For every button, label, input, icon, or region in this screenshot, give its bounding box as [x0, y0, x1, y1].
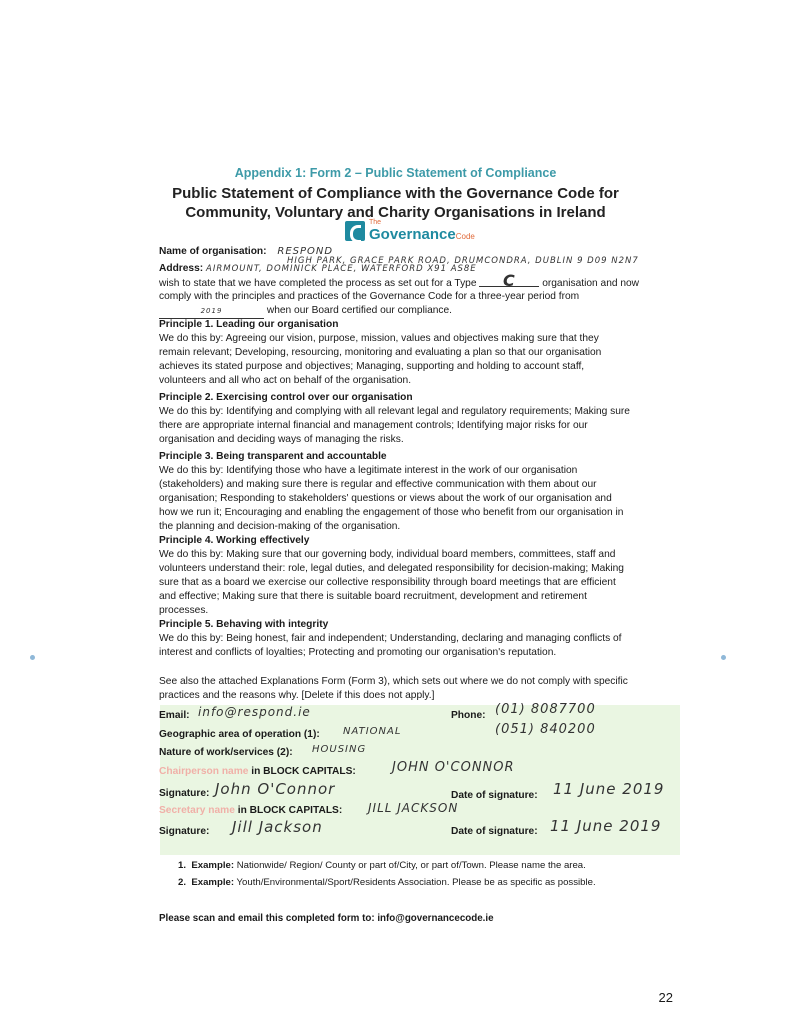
principle-text-line: volunteers understand their: role, legal duties, and delegated responsibility for decision-making; Making	[159, 563, 624, 574]
principle-text-line: We do this by: Identifying those who have a legitimate interest in the work of our organisation	[159, 465, 578, 476]
footnote-2	[178, 877, 596, 888]
geo-value[interactable]: NATIONAL	[343, 726, 402, 737]
principle-text-line: We do this by: Identifying and complying with all relevant legal and regulatory requirements; Making sure	[159, 406, 630, 417]
footnote-1-text: Nationwide/ Region/ County or part of/City, or part of/Town. Please name the area.	[236, 860, 586, 871]
logo-governance: Governance	[369, 226, 456, 243]
org-name-value[interactable]: RESPOND	[277, 246, 334, 257]
type-statement	[159, 271, 679, 291]
statement-part-2: organisation and now	[542, 278, 640, 289]
footnote-1-label: Example:	[191, 860, 235, 871]
footnote-2-text: Youth/Environmental/Sport/Residents Association. Please be as specific as possible.	[236, 877, 596, 888]
principle-text-line: and effective; Making sure that there is suitable board recruitment, development and retirement	[159, 591, 587, 602]
principle-text-line: organisation; Responding to stakeholders' questions or views about the work of our organisation and	[159, 493, 612, 504]
scan-speck	[30, 655, 35, 660]
principle-heading: Principle 1. Leading our organisation	[159, 319, 339, 330]
nature-label: Nature of work/services (2):	[159, 747, 293, 758]
principle-text-line: processes.	[159, 605, 209, 616]
principles	[159, 318, 679, 660]
principle-text-line: We do this by: Agreeing our vision, purpose, mission, values and objectives making sure that they	[159, 333, 599, 344]
statement-part-4: when our Board certified our compliance.	[266, 305, 453, 316]
footnote-2-label: Example:	[191, 877, 235, 888]
scan-speck	[721, 655, 726, 660]
explanation-line-2: practices and the reasons why. [Delete if this does not apply.]	[159, 690, 435, 701]
principle-text-line: the planning and decision-making of the organisation.	[159, 521, 401, 532]
explanation-note	[159, 675, 679, 703]
nature-value[interactable]: HOUSING	[312, 744, 367, 755]
address-line-1[interactable]: HIGH PARK, GRACE PARK ROAD, DRUMCONDRA, DUBLIN 9 D09 N2N7	[287, 256, 639, 266]
phone-value-1[interactable]: (01) 8087700	[495, 702, 596, 717]
principle-4	[159, 534, 679, 618]
explanation-line-1: See also the attached Explanations Form (Form 3), which sets out where we do not comply with specific	[159, 676, 628, 687]
principle-5	[159, 618, 679, 660]
principle-text-line: organisation and deciding ways of managing the risks.	[159, 434, 404, 445]
period-field[interactable]: 2019	[159, 304, 264, 319]
principle-text-line: volunteers and all who act on behalf of the organisation.	[159, 375, 412, 386]
sec-name-label	[159, 805, 342, 816]
principle-1	[159, 318, 679, 388]
title-line-1: Public Statement of Compliance with the Governance Code for	[172, 185, 619, 202]
footnote-1-num: 1.	[178, 860, 187, 871]
principle-heading: Principle 2. Exercising control over our organisation	[159, 392, 413, 403]
sec-label: in BLOCK CAPITALS:	[237, 805, 343, 816]
chair-date-label: Date of signature:	[451, 790, 538, 801]
period-statement: comply with the principles and practices of the Governance Code for a three-year period from	[159, 291, 580, 302]
chair-label-faint: Chairperson name	[159, 766, 249, 777]
address-row	[159, 262, 477, 276]
principle-2	[159, 391, 679, 447]
sec-label-faint: Secretary name	[159, 805, 235, 816]
chair-label: in BLOCK CAPITALS:	[251, 766, 356, 777]
phone-value-2[interactable]: (051) 840200	[495, 722, 596, 737]
email-value[interactable]: info@respond.ie	[198, 705, 311, 719]
sec-date-value[interactable]: 11 June 2019	[550, 817, 662, 835]
sec-name-value[interactable]: JILL JACKSON	[368, 801, 459, 815]
chair-name-label	[159, 766, 356, 777]
principle-heading: Principle 5. Behaving with integrity	[159, 619, 329, 630]
principle-text-line: achieves its stated purpose and objectives; Managing, supporting and holding to account staff,	[159, 361, 585, 372]
chair-date-value[interactable]: 11 June 2019	[553, 780, 665, 798]
page-number: 22	[658, 990, 673, 1005]
title-line-2: Community, Voluntary and Charity Organisations in Ireland	[185, 204, 606, 221]
logo-the: The	[369, 219, 382, 226]
phone-label: Phone:	[451, 710, 486, 721]
sec-signature-label: Signature:	[159, 826, 210, 837]
logo-wordmark	[369, 226, 475, 243]
principle-text-line: We do this by: Being honest, fair and independent; Understanding, declaring and managing conflicts of	[159, 633, 622, 644]
principle-text-line: interest and conflicts of loyalties; Protecting and promoting our organisation's reputation.	[159, 647, 557, 658]
email-label: Email:	[159, 710, 190, 721]
principle-text-line: (stakeholders) and making sure there is regular and effective communication with them about our	[159, 479, 597, 490]
sec-date-label: Date of signature:	[451, 826, 538, 837]
org-name-label: Name of organisation:	[159, 246, 267, 257]
footnote-2-num: 2.	[178, 877, 187, 888]
principle-text-line: how we run it; Encouraging and enabling the engagement of those who benefit from our organisation in	[159, 507, 624, 518]
chair-signature[interactable]: John O'Connor	[215, 780, 336, 798]
principle-text-line: sure that as a board we exercise our collective responsibility through board meetings that are efficient	[159, 577, 616, 588]
certified-statement	[159, 304, 452, 319]
principle-text-line: We do this by: Making sure that our governing body, individual board members, committees, staff and	[159, 549, 616, 560]
chair-signature-label: Signature:	[159, 788, 210, 799]
address-label: Address:	[159, 263, 204, 274]
chair-name-value[interactable]: JOHN O'CONNOR	[392, 760, 515, 775]
footer-instruction: Please scan and email this completed form to: info@governancecode.ie	[159, 913, 494, 924]
principle-heading: Principle 4. Working effectively	[159, 535, 310, 546]
statement-part-1: wish to state that we have completed the process as set out for a Type	[159, 278, 477, 289]
address-line-2[interactable]: AIRMOUNT, DOMINICK PLACE, WATERFORD X91 AS8E	[206, 264, 477, 274]
principle-3	[159, 450, 679, 534]
principle-text-line: there are appropriate internal financial and management controls; Identifying major risks for our	[159, 420, 588, 431]
principle-heading: Principle 3. Being transparent and accountable	[159, 451, 387, 462]
sec-signature[interactable]: Jill Jackson	[232, 818, 323, 836]
logo-code: Code	[455, 232, 475, 241]
principle-text-line: remain relevant; Developing, resourcing, monitoring and evaluating a plan so that our organisation	[159, 347, 602, 358]
footnote-1	[178, 860, 586, 871]
logo-mark-icon	[345, 221, 365, 241]
page-title	[0, 184, 791, 222]
appendix-title: Appendix 1: Form 2 – Public Statement of Compliance	[234, 166, 557, 180]
geo-label: Geographic area of operation (1):	[159, 729, 320, 740]
type-field[interactable]: C	[479, 276, 539, 287]
